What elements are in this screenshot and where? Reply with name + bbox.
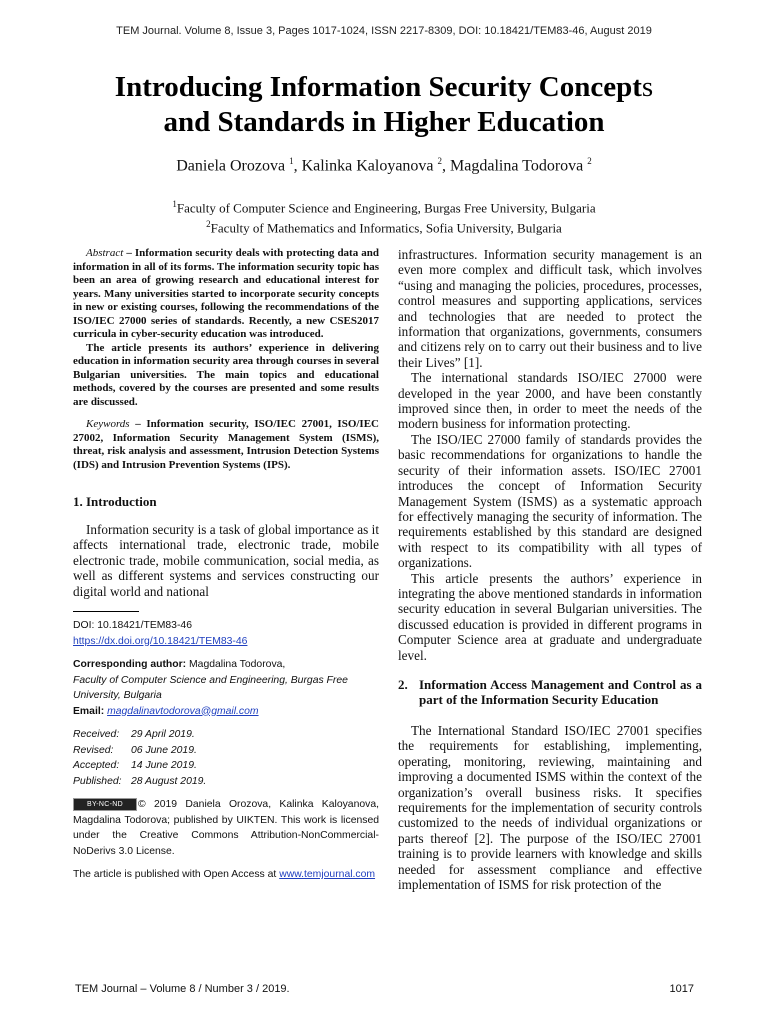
right-column [398,247,702,892]
author-affil-mark: 2 [587,156,592,166]
cc-badge-text: BY-NC-ND [87,800,123,808]
date-value: 29 April 2019. [131,729,195,741]
corresponding-author [73,657,379,673]
license-block [73,797,379,859]
running-header: TEM Journal. Volume 8, Issue 3, Pages 1017-1024, ISSN 2217-8309, DOI: 10.18421/TEM83-46, August 2019 [116,25,652,37]
doi-line: DOI: 10.18421/TEM83-46 [73,620,192,632]
doi-link[interactable]: https://dx.doi.org/10.18421/TEM83-46 [73,635,248,647]
section-number: 2. [398,676,408,692]
paper-title [40,70,728,140]
date-label: Revised: [73,744,114,756]
abstract-text: – Information security deals with protecting data and information in all of its forms. The information security topic has been an area of growing research and educational interest for years. Many universities started to incorporate security concepts in new or existing courses, following the recommendations of the ISO/IEC 27000 series of standards. Recently, a new CSES2017 curricula in cyber-security education was introduced. [73,247,379,340]
abstract-p2: The article presents its authors’ experience in delivering education in information security area through courses in several Bulgarian universities. The main topics and educational methods, covered by the courses are presented and some results are discussed. [73,341,379,408]
abstract [73,247,379,342]
abstract-label: Abstract [86,247,124,259]
corr-name: Magdalina Todorova, [189,659,286,671]
body-paragraph: infrastructures. Information security management is an even more complex and difficult task, which involves “using and managing the policies, procedures, processes, control measures and supporting applications, services and technologies that are needed to protect the information that organizations, governments, consumers and citizens rely on to carry out their business and to live their Lives” [1]. [398,247,702,370]
email-line [73,704,379,720]
open-access-line [73,867,379,883]
date-value: 14 June 2019. [131,760,197,772]
body-paragraph: The international standards ISO/IEC 27000 were developed in the year 2000, and have been constantly improved since then, in order to meet the needs of the modern business for information protecting. [398,370,702,432]
author-affil-mark: 1 [289,156,294,166]
affil-num: 1 [172,199,177,209]
journal-link[interactable]: www.temjournal.com [279,869,376,881]
footnote-rule [73,611,139,612]
affiliations [0,196,768,237]
cc-license-icon [73,798,137,811]
page-number: 1017 [669,983,694,995]
date-list [73,727,379,789]
affiliation [0,216,768,236]
author-affil-mark: 2 [437,156,443,166]
author-list: Daniela Orozova $^1$, Kalinka Kaloyanova $^2$, Magdalina Todorova $^2$ [176,156,592,175]
author-name: Magdalina Todorova [450,157,584,175]
intro-paragraph: Information security is a task of global importance as it affects international trade, electronic trade, mobile electronic trade, mobile communication, social media, as well as different systems and services constructing our digital world and national [73,522,379,599]
author-name: Daniela Orozova [176,157,286,175]
corr-label: Corresponding author: [73,659,187,671]
body-paragraph: This article presents the authors’ experience in integrating the above mentioned standards in information security education in several Bulgarian universities. The discussed education is provided in different programs in Computer Science area at graduate and undergraduate level. [398,570,702,663]
corr-affiliation: Faculty of Computer Science and Engineering, Burgas Free University, Bulgaria [73,674,348,702]
affil-text: Faculty of Mathematics and Informatics, Sofia University, Bulgaria [210,220,562,236]
keywords-text: – Information security, ISO/IEC 27001, ISO/IEC 27002, Information Security Management System (ISMS), threat, risk analysis and assessment, Intrusion Detection Systems (IDS) and Intrusion Prevention Systems (IPS). [73,418,379,471]
running-footer: TEM Journal – Volume 8 / Number 3 / 2019. [75,983,290,995]
date-value: 28 August 2019. [131,775,207,787]
email-label: Email: [73,705,105,717]
open-access-text: The article is published with Open Access at [73,869,277,881]
affiliation [0,196,768,216]
body-paragraph: The ISO/IEC 27000 family of standards provides the basic recommendations for organizations to handle the security of their information assets. ISO/IEC 27001 introduces the concept of Information Security Management System (ISMS) as a systematic approach for effectively managing the security of information. The requirements established by this standard are designed with respect to its compatibility with all types of organizations. [398,431,702,571]
title-line2: and Standards in Higher Education [163,106,605,138]
title-line1: Introducing Information Security Concept [114,71,642,103]
title-line1-tail: s [641,71,654,103]
date-label: Accepted: [73,760,120,772]
affil-num: 2 [206,219,211,230]
date-label: Received: [73,729,120,741]
article-meta [73,618,379,883]
date-value: 06 June 2019. [131,744,197,756]
keywords [73,418,379,472]
author-name: Kalinka Kaloyanova [301,157,434,175]
affil-text: Faculty of Computer Science and Engineering, Burgas Free University, Bulgaria [176,200,596,216]
email-link[interactable]: magdalinavtodorova@gmail.com [107,705,259,717]
body-paragraph: The International Standard ISO/IEC 27001 specifies the requirements for establishing, implementing, operating, monitoring, reviewing, maintaining and improving a documented ISMS within the context of the organization’s overall business risks. It specifies requirements for the implementation of security controls customized to the needs of individual organizations or parts thereof [2]. The purpose of the ISO/IEC 27001 training is to provide learners with knowledge and skills needed for assessment compliance and effective implementation of ISMS for risk protection of the [398,722,702,893]
license-text: © 2019 Daniela Orozova, Kalinka Kaloyanova, Magdalina Todorova; published by UIKTEN. This work is licensed under the Creative Commons Attribution-NonCommercial-NoDerivs 3.0 License. [73,799,379,857]
date-label: Published: [73,775,122,787]
section-heading [398,677,702,708]
section-heading: 1. Introduction [73,494,157,509]
keywords-label: Keywords [86,418,130,430]
left-column [73,247,379,883]
section-title: Information Access Management and Control as a part of the Information Security Education [419,676,702,708]
